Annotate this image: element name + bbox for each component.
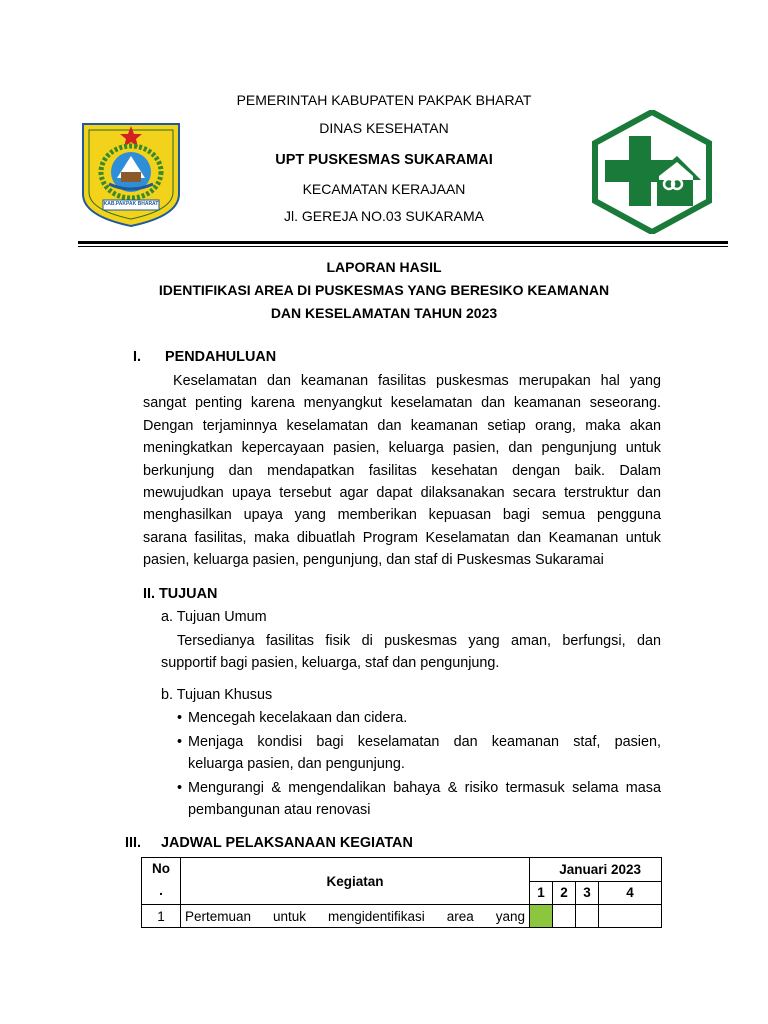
paragraph-line: sarana fasilitas, maka dibuatlah Program Keselamatan dan Keamanan untuk — [143, 529, 661, 546]
week-header: 1 — [530, 881, 553, 905]
section3-heading: JADWAL PELAKSANAAN KEGIATAN — [161, 835, 413, 851]
report-title-line1: LAPORAN HASIL — [326, 259, 442, 275]
paragraph-line: mewujudkan upaya tersebut agar dapat dilaksanakan secara terstruktur dan — [143, 485, 661, 502]
paragraph-line: meningkatkan kepercayaan pasien, keluarga pasien, dan pengunjung untuk — [143, 440, 661, 457]
col-kegiatan-header: Kegiatan — [181, 858, 530, 905]
specific-goal-item: Mencegah kecelakaan dan cidera. — [188, 710, 408, 726]
bullet-icon: • — [177, 734, 183, 750]
week-cell-checked — [530, 905, 553, 928]
goal-item-line: keluarga pasien, dan pengunjung. — [188, 756, 405, 773]
week-cell — [553, 905, 576, 928]
schedule-table — [141, 857, 662, 928]
week-header: 4 — [599, 881, 662, 905]
paragraph-line: Keselamatan dan keamanan fasilitas puskesmas merupakan hal yang — [173, 373, 661, 389]
col-month-header: Januari 2023 — [530, 858, 662, 882]
section3-number: III. — [125, 835, 141, 851]
col-no-label: No — [152, 861, 170, 876]
header-rule-thin — [78, 246, 728, 247]
specific-goal-item — [188, 777, 661, 822]
specific-goal-label: b. Tujuan Khusus — [161, 687, 273, 703]
paragraph-line: pasien, keluarga pasien, pengunjung, dan staf di Puskesmas Sukaramai — [143, 552, 604, 569]
general-goal-label: a. Tujuan Umum — [161, 609, 267, 625]
week-cell — [599, 905, 662, 928]
row-kegiatan: Pertemuan untuk mengidentifikasi area yang — [181, 905, 530, 928]
goal-item-line: Mengurangi & mengendalikan bahaya & risiko termasuk selama masa — [188, 780, 661, 796]
general-goal-text — [161, 630, 661, 675]
header-rule-thick — [78, 241, 728, 244]
header-address: Jl. GEREJA NO.03 SUKARAMA — [284, 208, 484, 224]
bullet-icon: • — [177, 710, 183, 726]
goal-line: Tersedianya fasilitas fisik di puskesmas yang aman, berfungsi, dan — [177, 633, 661, 649]
report-title-line3: DAN KESELAMATAN TAHUN 2023 — [270, 305, 498, 321]
specific-goal-item — [188, 731, 661, 776]
emblem-caption: KAB.PAKPAK BHARAT — [103, 201, 159, 207]
goal-item-line: pembangunan atau renovasi — [188, 802, 371, 819]
header-government: PEMERINTAH KABUPATEN PAKPAK BHARAT — [236, 92, 532, 108]
bullet-icon: • — [177, 780, 183, 796]
goal-line: supportif bagi pasien, keluarga, staf dan pengunjung. — [161, 655, 500, 672]
row-no: 1 — [142, 905, 181, 928]
table-row — [142, 905, 662, 928]
section2-heading: II. TUJUAN — [143, 586, 218, 602]
week-header: 3 — [576, 881, 599, 905]
paragraph-line: berkunjung dan mendapatkan fasilitas kesehatan dengan baik. Dalam — [143, 462, 661, 479]
header-department: DINAS KESEHATAN — [319, 120, 449, 136]
section1-heading: PENDAHULUAN — [165, 349, 277, 365]
goal-item-line: Menjaga kondisi bagi keselamatan dan keamanan staf, pasien, — [188, 734, 661, 750]
week-header: 2 — [553, 881, 576, 905]
header-unit: UPT PUSKESMAS SUKARAMAI — [275, 152, 493, 168]
section1-number: I. — [133, 349, 141, 365]
col-no-dot: . — [159, 883, 163, 898]
week-cell — [576, 905, 599, 928]
paragraph-line: Dengan terjaminnya keselamatan dan keamanan setiap orang, maka akan — [143, 417, 661, 434]
header-district: KECAMATAN KERAJAAN — [302, 181, 466, 197]
section1-paragraph — [143, 370, 661, 572]
table-header-row — [142, 858, 662, 882]
col-no-header — [142, 858, 181, 905]
report-title-line2: IDENTIFIKASI AREA DI PUSKESMAS YANG BERESIKO KEAMANAN — [158, 282, 610, 298]
paragraph-line: sangat penting karena menyangkut keselamatan dan keamanan seseorang. — [143, 395, 661, 412]
paragraph-line: menghasilkan upaya yang memberikan kepuasan bagi semua pengguna — [143, 507, 661, 524]
